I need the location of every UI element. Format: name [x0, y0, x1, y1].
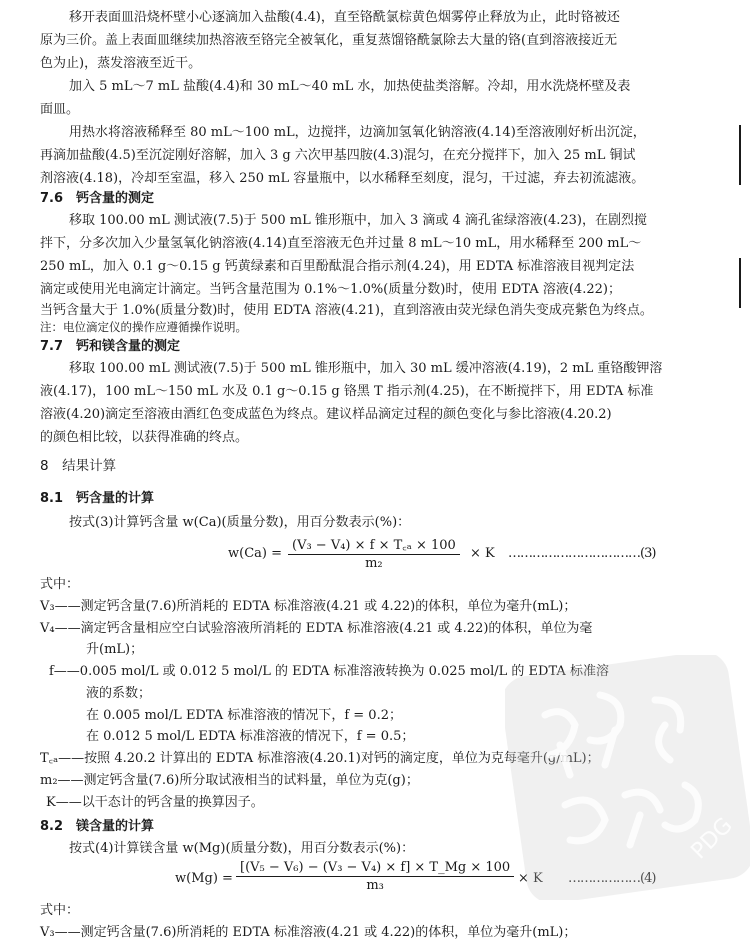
- para-line: 移取 100.00 mL 测试液(7.5)于 500 mL 锥形瓶中，加入 30 mL 缓冲溶液(4.19)，2 mL 重铬酸钾溶: [69, 361, 663, 376]
- equation-3-denominator: m₂: [365, 556, 383, 571]
- definition-f: f——0.005 mol/L 或 0.012 5 mol/L 的 EDTA 标准溶液转换为 0.025 mol/L 的 EDTA 标准溶: [49, 664, 609, 679]
- definition-m2: m₂——测定钙含量(7.6)所分取试液相当的试料量，单位为克(g)；: [40, 773, 419, 788]
- section-heading-8-2: 8.2 镁含量的计算: [40, 819, 155, 834]
- para-line: 剂溶液(4.18)，冷却至室温，移入 250 mL 容量瓶中，以水稀释至刻度，混匀，干过滤，弃去初流滤液。: [40, 171, 645, 186]
- definition-f-case2: 在 0.012 5 mol/L EDTA 标准溶液的情况下，f = 0.5；: [86, 729, 415, 744]
- definition-f-case1: 在 0.005 mol/L EDTA 标准溶液的情况下，f = 0.2；: [86, 708, 402, 723]
- equation-4-denominator: m₃: [366, 878, 384, 893]
- section-heading-8: 8 结果计算: [40, 458, 117, 474]
- label-shizhong: 式中：: [40, 903, 80, 918]
- para-line: 液(4.17)，100 mL～150 mL 水及 0.1 g～0.15 g 铬黑 T 指示剂(4.25)，在不断搅拌下，用 EDTA 标准: [40, 384, 654, 399]
- para-line: 250 mL，加入 0.1 g～0.15 g 钙黄绿素和百里酚酞混合指示剂(4.24)，用 EDTA 标准溶液目视判定法: [40, 259, 635, 274]
- equation-3-fraction: [288, 535, 460, 571]
- para-line: 的颜色相比较，以获得准确的终点。: [40, 430, 249, 445]
- para-line: 拌下，分多次加入少量氢氧化钠溶液(4.14)直至溶液无色并过量 8 mL～10 mL，用水稀释至 200 mL～: [40, 236, 642, 251]
- equation-3-lhs: w(Ca) =: [228, 546, 282, 561]
- equation-4-rhs: × K: [518, 871, 543, 886]
- definition-v3: V₃——测定钙含量(7.6)所消耗的 EDTA 标准溶液(4.21 或 4.22)的体积，单位为毫升(mL)；: [40, 925, 577, 940]
- section-heading-7-6: 7.6 钙含量的测定: [40, 191, 155, 206]
- equation-4-lhs: w(Mg) =: [175, 871, 233, 886]
- definition-v3: V₃——测定钙含量(7.6)所消耗的 EDTA 标准溶液(4.21 或 4.22)的体积，单位为毫升(mL)；: [40, 599, 577, 614]
- section-heading-8-1: 8.1 钙含量的计算: [40, 491, 155, 506]
- watermark-seal-background: [505, 655, 750, 900]
- para-line: 按式(4)计算镁含量 w(Mg)(质量分数)，用百分数表示(%)：: [69, 841, 415, 856]
- revision-bar: [739, 125, 741, 185]
- para-line: 再滴加盐酸(4.5)至沉淀刚好溶解，加入 3 g 六次甲基四胺(4.3)混匀，在充分搅拌下，加入 25 mL 铜试: [40, 148, 636, 163]
- para-line: 用热水将溶液稀释至 80 mL～100 mL，边搅拌，边滴加氢氧化钠溶液(4.14)至溶液刚好析出沉淀，: [69, 125, 646, 140]
- watermark-seal: [505, 655, 750, 900]
- para-line: 原为三价。盖上表面皿继续加热溶液至铬完全被氧化，重复蒸馏铬酰氯除去大量的铬(直到溶液接近无: [40, 33, 618, 48]
- para-line: 色为止)，蒸发溶液至近干。: [40, 56, 202, 71]
- para-line: 面皿。: [40, 102, 80, 117]
- definition-v4: V₄——滴定钙含量相应空白试验溶液所消耗的 EDTA 标准溶液(4.21 或 4.22)的体积，单位为毫: [40, 621, 593, 636]
- definition-tca: T꜀ₐ——按照 4.20.2 计算出的 EDTA 标准溶液(4.20.1)对钙的滴定度，单位为克每毫升(g/mL)；: [40, 751, 600, 766]
- revision-bar: [739, 258, 741, 308]
- equation-3-numerator: (V₃ − V₄) × f × T꜀ₐ × 100: [288, 535, 460, 555]
- para-line: 当钙含量大于 1.0%(质量分数)时，使用 EDTA 溶液(4.21)，直到溶液由荧光绿色消失变成亮紫色为终点。: [40, 303, 653, 318]
- para-line: 按式(3)计算钙含量 w(Ca)(质量分数)，用百分数表示(%)：: [69, 515, 411, 530]
- para-line: 移取 100.00 mL 测试液(7.5)于 500 mL 锥形瓶中，加入 3 滴或 4 滴孔雀绿溶液(4.23)，在剧烈搅: [69, 213, 647, 228]
- para-line: 溶液(4.20)滴定至溶液由酒红色变成蓝色为终点。建议样品滴定过程的颜色变化与参比溶液(4.20.2): [40, 407, 612, 422]
- equation-3-rhs: × K: [470, 546, 495, 561]
- equation-4-fraction: [236, 860, 514, 893]
- para-line: 移开表面皿沿烧杯壁小心逐滴加入盐酸(4.4)，直至铬酰氯棕黄色烟雾停止释放为止，此时铬被还: [69, 10, 620, 25]
- definition-k: K——以干态计的钙含量的换算因子。: [46, 795, 264, 810]
- watermark-pdg-text: PDG: [686, 813, 738, 865]
- para-line: 滴定或使用光电滴定计滴定。当钙含量范围为 0.1%～1.0%(质量分数)时，使用 EDTA 溶液(4.22)；: [40, 282, 621, 297]
- equation-4-label: ………………(4): [568, 871, 656, 886]
- para-line: 加入 5 mL～7 mL 盐酸(4.4)和 30 mL～40 mL 水，加热使盐类溶解。冷却，用水洗烧杯壁及表: [69, 79, 631, 94]
- definition-v4-cont: 升(mL)；: [86, 642, 144, 657]
- equation-3-label: ……………………………(3): [508, 546, 656, 561]
- definition-f-cont: 液的系数；: [86, 686, 152, 701]
- section-heading-7-7: 7.7 钙和镁含量的测定: [40, 339, 181, 354]
- note: 注：电位滴定仪的操作应遵循操作说明。: [40, 320, 247, 334]
- equation-4-numerator: [(V₅ − V₆) − (V₃ − V₄) × f] × T_Mg × 100: [236, 860, 514, 877]
- label-shizhong: 式中：: [40, 577, 80, 592]
